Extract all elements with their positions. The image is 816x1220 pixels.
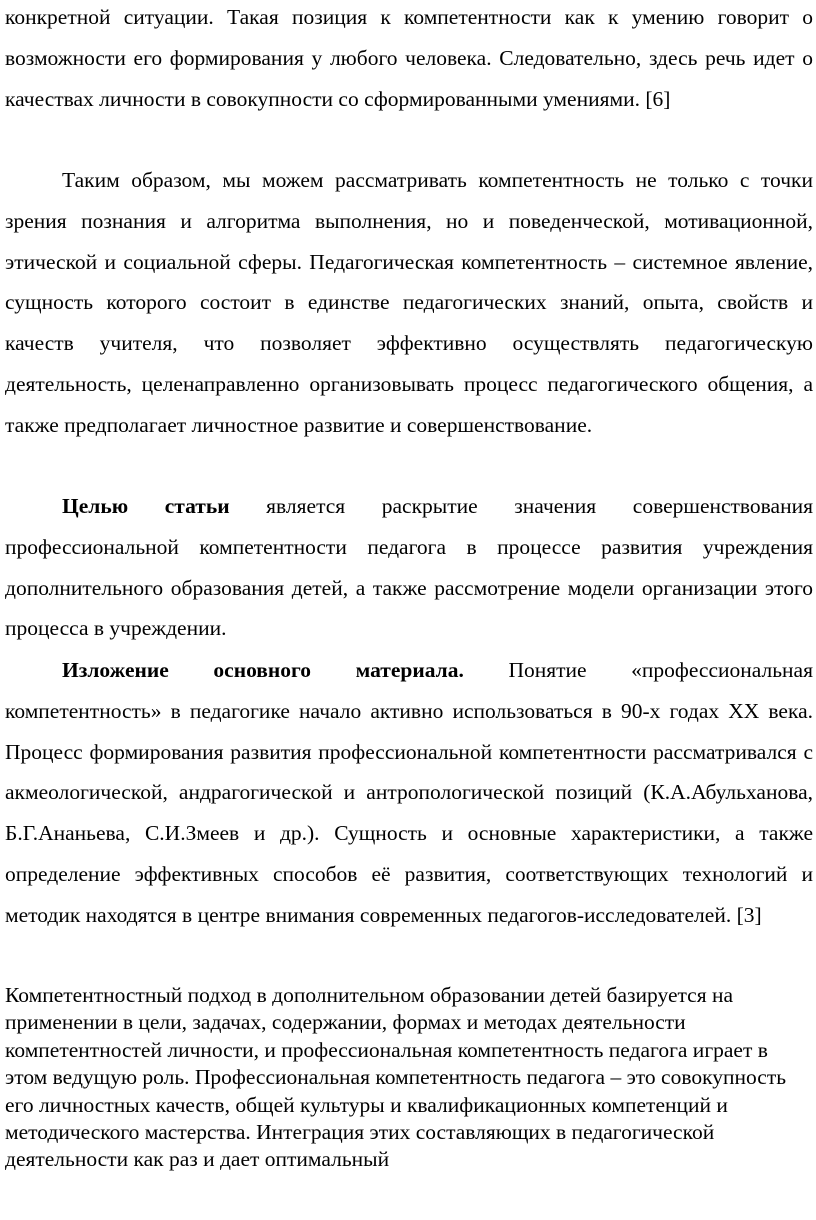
paragraph-text: конкретной ситуации. Такая позиция к компетентности как к умению говорит о возможности его формирования у любого человека. Следовательно, здесь речь идет о качествах личности в совокупности со сформированными умениями. [6] xyxy=(5,5,813,111)
paragraph-text: Компетентностный подход в дополнительном образовании детей базируется на применении в цели, задачах, содержании, формах и методах деятельности компетентностей личности, и профессиональная компетентность педагога играет в этом ведущую роль. Профессиональная компетентность педагога – это совокупность его личностных качеств, общей культуры и квалификационных компетенций и методического мастерства. Интеграция этих составляющих в педагогической деятельности как раз и дает оптимальный xyxy=(5,983,787,1172)
paragraph-article-goal xyxy=(5,486,813,649)
bold-lead-in: Изложение основного материала. xyxy=(62,658,464,682)
paragraph-competence-approach xyxy=(5,982,813,1174)
paragraph-main-material xyxy=(5,650,813,936)
paragraph-text: является раскрытие значения совершенствования профессиональной компетентности педагога в процессе развития учреждения дополнительного образования детей, а также рассмотрение модели организации этого процесса в учреждении. xyxy=(5,494,813,641)
paragraph-text: Таким образом, мы можем рассматривать компетентность не только с точки зрения познания и алгоритма выполнения, но и поведенческой, мотивационной, этической и социальной сферы. Педагогическая компетентность – системное явление, сущность которого состоит в единстве педагогических знаний, опыта, свойств и качеств учителя, что позволяет эффективно осуществлять педагогическую деятельность, целенаправленно организовывать процесс педагогического общения, а также предполагает личностное развитие и совершенствование. xyxy=(5,168,813,437)
paragraph-continuation xyxy=(5,0,813,119)
paragraph-competence xyxy=(5,160,813,446)
bold-lead-in: Целью статьи xyxy=(62,494,230,518)
paragraph-text: Понятие «профессиональная компетентность» в педагогике начало активно использоваться в 90-х годах XX века. Процесс формирования развития профессиональной компетентности рассматривался с акмеологической, андрагогической и антропологической позиций (К.А.Абульханова, Б.Г.Ананьева, С.И.Змеев и др.). Сущность и основные характеристики, а также определение эффективных способов её развития, соответствующих технологий и методик находятся в центре внимания современных педагогов-исследователей. [3] xyxy=(5,658,813,927)
